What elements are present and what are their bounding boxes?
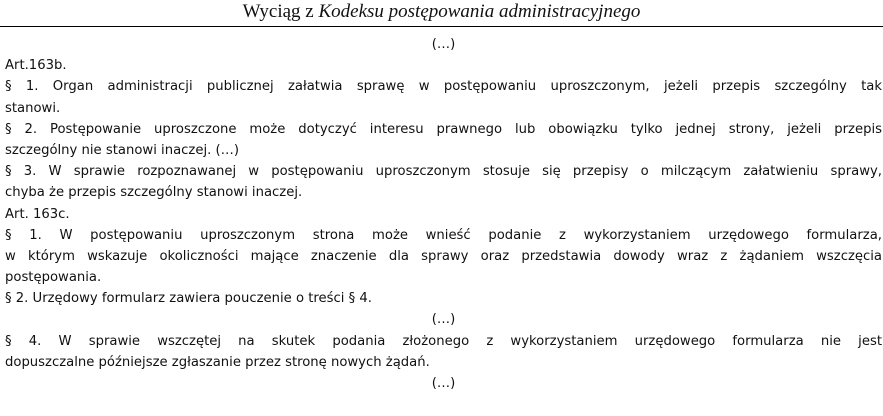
art163b-par2-line1: § 2. Postępowanie uproszczone może dotyczyć interesu prawnego lub obowiązku tylko jednej strony, jeżeli przepis [5,121,882,137]
art163b-par1-line2: stanowi. [5,100,61,116]
art163b-par3-line1: § 3. W sprawie rozpoznawanej w postępowaniu uproszczonym stosuje się przepisy o milczącym załatwieniu sprawy, [5,164,882,180]
art163c-par4-line2: dopuszczalne późniejsze zgłaszanie przez stronę nowych żądań. [5,354,430,370]
title-prefix: Wyciąg z [242,1,319,22]
art163b-par3-line2: chyba że przepis szczególny stanowi inaczej. [5,185,303,201]
document-title [0,0,883,27]
art163c-par1-line2: w którym wskazuje okoliczności mające znaczenie dla sprawy oraz przedstawia dowody wraz z żądaniem wszczęcia [5,248,882,264]
art163c-par1-line3: postępowania. [5,270,102,286]
article-163b-heading: Art.163b. [5,58,67,74]
art163c-par4-line1: § 4. W sprawie wszczętej na skutek podania złożonego z wykorzystaniem urzędowego formularza nie jest [5,333,882,349]
ellipsis-top: (…) [431,37,456,52]
article-163c-heading: Art. 163c. [5,206,70,222]
ellipsis-bottom: (…) [431,376,456,391]
art163c-par2-line1: § 2. Urzędowy formularz zawiera pouczenie o treści § 4. [5,291,372,307]
document-body [5,34,882,394]
art163c-par1-line1: § 1. W postępowaniu uproszczonym strona może wnieść podanie z wykorzystaniem urzędowego formularza, [5,227,882,243]
art163b-par1-line1: § 1. Organ administracji publicznej załatwia sprawę w postępowaniu uproszczonym, jeżeli przepis szczególny tak [5,79,882,95]
ellipsis-mid: (…) [431,312,456,328]
art163b-par2-line2: szczególny nie stanowi inaczej. (…) [5,142,239,158]
title-italic: Kodeksu postępowania administracyjnego [318,1,641,22]
